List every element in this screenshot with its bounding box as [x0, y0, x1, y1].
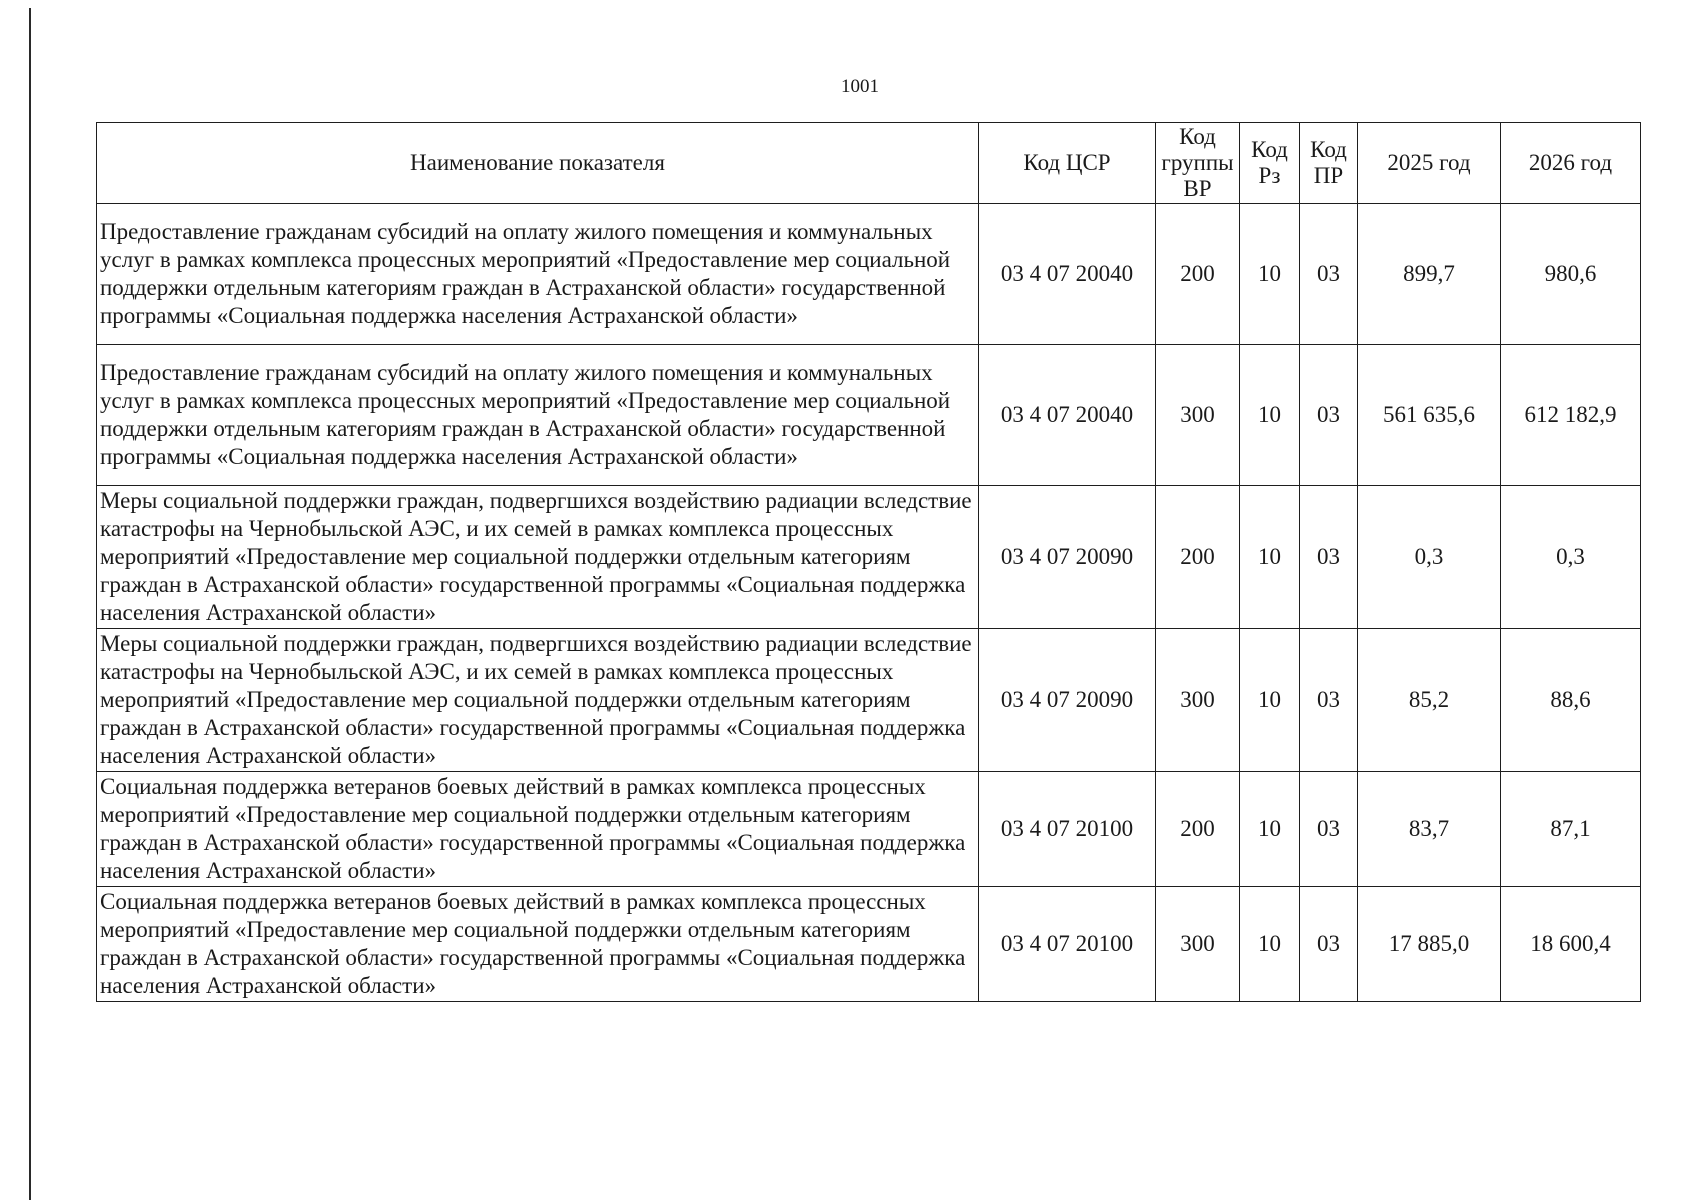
row-csr-cell: 03 4 07 20100: [979, 887, 1156, 1002]
row-2026-cell: 18 600,4: [1501, 887, 1641, 1002]
header-rz: Код Рз: [1240, 123, 1300, 204]
row-2025-cell: 17 885,0: [1358, 887, 1501, 1002]
row-2026-cell: 0,3: [1501, 486, 1641, 629]
row-csr-cell: 03 4 07 20090: [979, 629, 1156, 772]
table-row: [97, 345, 1641, 486]
row-2025-cell: 83,7: [1358, 772, 1501, 887]
header-2025: 2025 год: [1358, 123, 1501, 204]
header-2026: 2026 год: [1501, 123, 1641, 204]
row-vr-cell: 300: [1156, 629, 1240, 772]
table-row: [97, 629, 1641, 772]
header-pr: Код ПР: [1300, 123, 1358, 204]
header-name: Наименование показателя: [97, 123, 979, 204]
budget-table: [96, 122, 1641, 1002]
header-vr: Код группы ВР: [1156, 123, 1240, 204]
binding-margin-line: [29, 8, 31, 1200]
table-row: [97, 887, 1641, 1002]
row-2026-cell: 87,1: [1501, 772, 1641, 887]
row-vr-cell: 200: [1156, 204, 1240, 345]
row-rz-cell: 10: [1240, 772, 1300, 887]
row-2025-cell: 85,2: [1358, 629, 1501, 772]
row-name-cell: Социальная поддержка ветеранов боевых действий в рамках комплекса процессных мероприятий «Предоставление мер социальной поддержки отдельным категориям граждан в Астраханской области» государственной программы «Социальная поддержка населения Астраханской области»: [97, 772, 979, 887]
row-rz-cell: 10: [1240, 486, 1300, 629]
table-header-row: [97, 123, 1641, 204]
row-pr-cell: 03: [1300, 345, 1358, 486]
row-csr-cell: 03 4 07 20040: [979, 204, 1156, 345]
row-name-cell: Предоставление гражданам субсидий на оплату жилого помещения и коммунальных услуг в рамках комплекса процессных мероприятий «Предоставление мер социальной поддержки отдельным категориям граждан в Астраханской области» государственной программы «Социальная поддержка населения Астраханской области»: [97, 204, 979, 345]
row-pr-cell: 03: [1300, 772, 1358, 887]
row-vr-cell: 300: [1156, 887, 1240, 1002]
row-rz-cell: 10: [1240, 204, 1300, 345]
row-pr-cell: 03: [1300, 887, 1358, 1002]
row-2025-cell: 899,7: [1358, 204, 1501, 345]
table-row: [97, 486, 1641, 629]
row-2025-cell: 561 635,6: [1358, 345, 1501, 486]
row-rz-cell: 10: [1240, 345, 1300, 486]
row-name-cell: Предоставление гражданам субсидий на оплату жилого помещения и коммунальных услуг в рамках комплекса процессных мероприятий «Предоставление мер социальной поддержки отдельным категориям граждан в Астраханской области» государственной программы «Социальная поддержка населения Астраханской области»: [97, 345, 979, 486]
row-csr-cell: 03 4 07 20090: [979, 486, 1156, 629]
row-vr-cell: 200: [1156, 772, 1240, 887]
row-2026-cell: 612 182,9: [1501, 345, 1641, 486]
row-csr-cell: 03 4 07 20040: [979, 345, 1156, 486]
row-pr-cell: 03: [1300, 204, 1358, 345]
row-pr-cell: 03: [1300, 486, 1358, 629]
row-2026-cell: 88,6: [1501, 629, 1641, 772]
table-row: [97, 204, 1641, 345]
row-2026-cell: 980,6: [1501, 204, 1641, 345]
row-pr-cell: 03: [1300, 629, 1358, 772]
page-number: 1001: [841, 76, 879, 97]
row-name-cell: Социальная поддержка ветеранов боевых действий в рамках комплекса процессных мероприятий «Предоставление мер социальной поддержки отдельным категориям граждан в Астраханской области» государственной программы «Социальная поддержка населения Астраханской области»: [97, 887, 979, 1002]
table-row: [97, 772, 1641, 887]
row-2025-cell: 0,3: [1358, 486, 1501, 629]
header-csr: Код ЦСР: [979, 123, 1156, 204]
row-name-cell: Меры социальной поддержки граждан, подвергшихся воздействию радиации вследствие катастрофы на Чернобыльской АЭС, и их семей в рамках комплекса процессных мероприятий «Предоставление мер социальной поддержки отдельным категориям граждан в Астраханской области» государственной программы «Социальная поддержка населения Астраханской области»: [97, 629, 979, 772]
row-csr-cell: 03 4 07 20100: [979, 772, 1156, 887]
row-vr-cell: 300: [1156, 345, 1240, 486]
row-rz-cell: 10: [1240, 629, 1300, 772]
row-name-cell: Меры социальной поддержки граждан, подвергшихся воздействию радиации вследствие катастрофы на Чернобыльской АЭС, и их семей в рамках комплекса процессных мероприятий «Предоставление мер социальной поддержки отдельным категориям граждан в Астраханской области» государственной программы «Социальная поддержка населения Астраханской области»: [97, 486, 979, 629]
row-rz-cell: 10: [1240, 887, 1300, 1002]
row-vr-cell: 200: [1156, 486, 1240, 629]
